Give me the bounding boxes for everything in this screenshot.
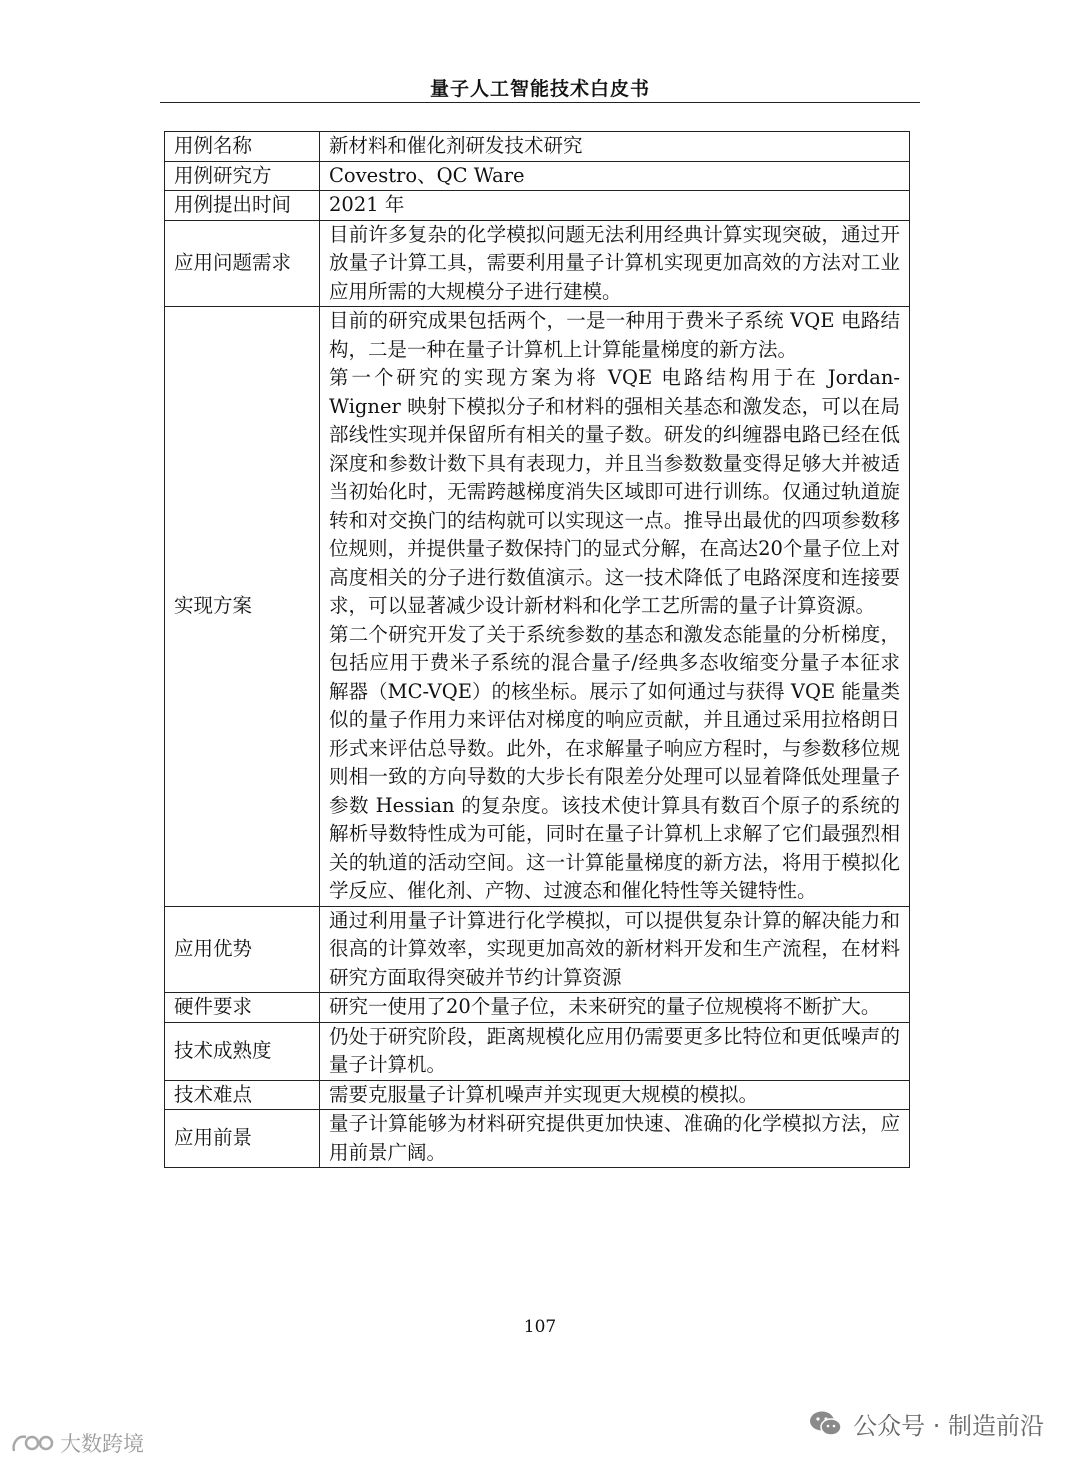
row-label: 用例研究方 [165, 161, 320, 191]
row-text: 新材料和催化剂研发技术研究 [329, 134, 583, 157]
row-label: 用例提出时间 [165, 191, 320, 221]
watermark-right-text: 公众号 · 制造前沿 [853, 1412, 1044, 1440]
watermark-brand [10, 1428, 144, 1458]
row-content [320, 1022, 910, 1080]
watermark-left-text: 大数跨境 [60, 1432, 144, 1456]
row-label: 用例名称 [165, 132, 320, 162]
table-row-year [165, 191, 910, 221]
row-label: 硬件要求 [165, 993, 320, 1023]
row-text: 第二个研究开发了关于系统参数的基态和激发态能量的分析梯度，包括应用于费米子系统的混合量子/经典多态收缩变分量子本征求解器（MC-VQE）的核坐标。展示了如何通过与获得 VQE 能量类似的量子作用力来评估对梯度的响应贡献，并且通过采用拉格朗日形式来评估总导数。此外，在求解量子响应方程时，与参数移位规则相一致的方向导数的大步长有限差分处理可以显着降低处理量子参数 Hessian 的复杂度。该技术使计算具有数百个原子的系统的解析导数特性成为可能，同时在量子计算机上求解了它们最强烈相关的轨道的活动空间。这一计算能量梯度的新方法，将用于模拟化学反应、催化剂、产物、过渡态和催化特性等关键特性。 [329, 622, 900, 902]
row-text: Covestro、QC Ware [329, 163, 525, 187]
table-row-hardware [165, 993, 910, 1023]
brand-logo-icon [10, 1429, 56, 1457]
row-text: 2021 年 [329, 193, 405, 216]
row-text: 量子计算能够为材料研究提供更加快速、准确的化学模拟方法，应用前景广阔。 [329, 1112, 900, 1164]
row-text: 目前的研究成果包括两个，一是一种用于费米子系统 VQE 电路结构，二是一种在量子计算机上计算能量梯度的新方法。 [329, 309, 900, 361]
row-label: 应用问题需求 [165, 220, 320, 307]
row-content [320, 132, 910, 162]
table-row-researcher [165, 161, 910, 191]
table-row-maturity [165, 1022, 910, 1080]
row-content [320, 1110, 910, 1168]
row-content [320, 307, 910, 907]
row-content [320, 191, 910, 221]
page-number: 107 [523, 1317, 557, 1337]
table-row-problem [165, 220, 910, 307]
table-row-name [165, 132, 910, 162]
row-content [320, 161, 910, 191]
row-text: 目前许多复杂的化学模拟问题无法利用经典计算实现突破，通过开放量子计算工具，需要利用量子计算机实现更加高效的方法对工业应用所需的大规模分子进行建模。 [329, 222, 900, 303]
watermark-wechat [809, 1406, 1044, 1441]
row-text: 研究一使用了20个量子位，未来研究的量子位规模将不断扩大。 [329, 995, 881, 1018]
row-content [320, 1080, 910, 1110]
row-label: 应用优势 [165, 906, 320, 993]
table-row-prospect [165, 1110, 910, 1168]
table-row-difficulty [165, 1080, 910, 1110]
wechat-icon [809, 1410, 843, 1438]
row-text: 需要克服量子计算机噪声并实现更大规模的模拟。 [329, 1082, 759, 1106]
row-content [320, 220, 910, 307]
use-case-table [164, 131, 910, 1168]
row-label: 实现方案 [165, 307, 320, 907]
table-row-advantage [165, 906, 910, 993]
row-text: 通过利用量子计算进行化学模拟，可以提供复杂计算的解决能力和很高的计算效率，实现更加高效的新材料开发和生产流程，在材料研究方面取得突破并节约计算资源 [329, 908, 900, 989]
page-header-title: 量子人工智能技术白皮书 [429, 78, 650, 100]
row-label: 技术成熟度 [165, 1022, 320, 1080]
header-divider [160, 102, 920, 103]
row-text: 第一个研究的实现方案为将 VQE 电路结构用于在 Jordan-Wigner 映射下模拟分子和材料的强相关基态和激发态，可以在局部线性实现并保留所有相关的量子数。研发的纠缠器电路已经在低深度和参数计数下具有表现力，并且当参数数量变得足够大并被适当初始化时，无需跨越梯度消失区域即可进行训练。仅通过轨道旋转和对交换门的结构就可以实现这一点。推导出最优的四项参数移位规则，并提供量子数保持门的显式分解，在高达20个量子位上对高度相关的分子进行数值演示。这一技术降低了电路深度和连接要求，可以显著减少设计新材料和化学工艺所需的量子计算资源。 [329, 366, 900, 617]
row-label: 技术难点 [165, 1080, 320, 1110]
row-label: 应用前景 [165, 1110, 320, 1168]
row-text: 仍处于研究阶段，距离规模化应用仍需要更多比特位和更低噪声的量子计算机。 [329, 1024, 900, 1076]
table-row-solution [165, 307, 910, 907]
row-content [320, 993, 910, 1023]
row-content [320, 906, 910, 993]
